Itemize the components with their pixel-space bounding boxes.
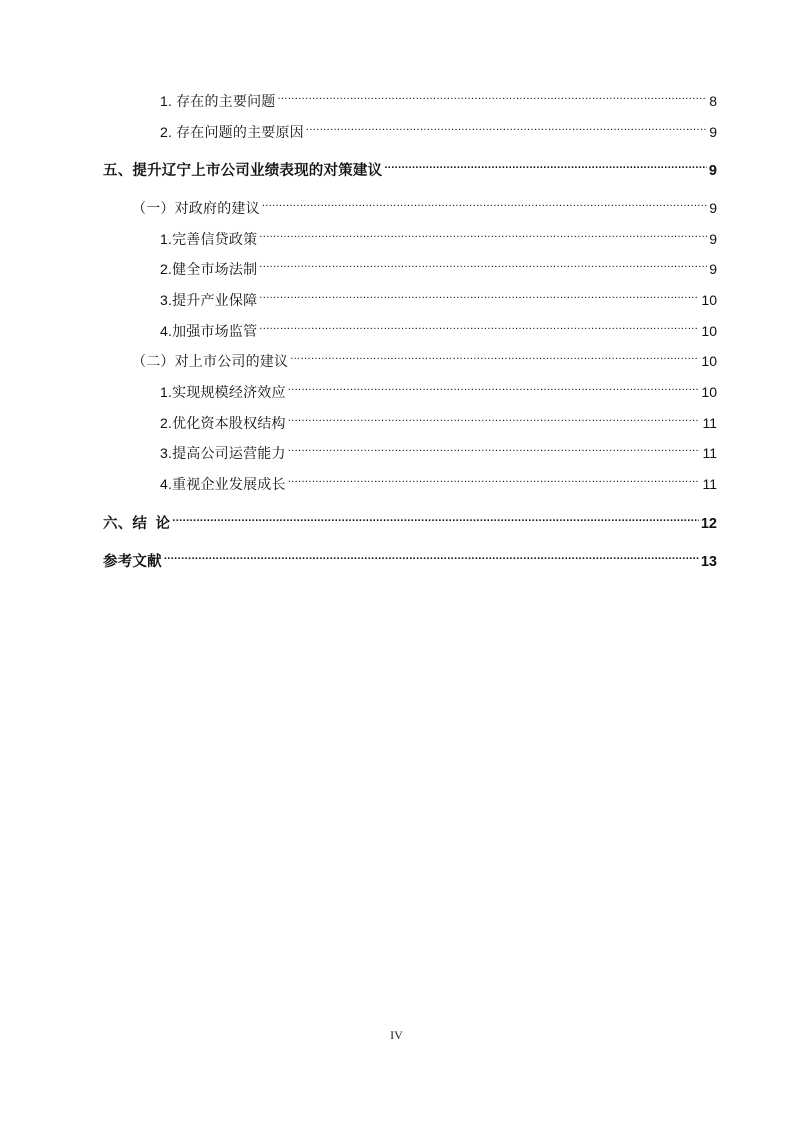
toc-entry-page: 10 [701,384,717,400]
toc-entry[interactable] [160,115,717,140]
toc-entry-page: 10 [701,292,717,308]
toc-entry-page: 9 [709,124,717,140]
toc-entry-title: 4.重视企业发展成长 [160,476,286,492]
toc-entry[interactable] [160,314,717,339]
toc-entry-page: 10 [701,323,717,339]
toc-entry-title: （二）对上市公司的建议 [132,353,289,369]
toc-entry-page: 10 [701,353,717,369]
toc-entry-title: 1.完善信贷政策 [160,231,258,247]
toc-dot-leader [262,191,707,213]
toc-entry-page: 9 [709,261,717,277]
toc-entry-page: 8 [709,93,717,109]
toc-entry-page: 11 [702,415,717,431]
toc-dot-leader [259,283,699,305]
toc-entry-section[interactable] [132,191,717,216]
toc-entry[interactable] [160,406,717,431]
toc-entry-title: 1. 存在的主要问题 [160,93,276,109]
toc-entry-page: 11 [702,445,717,461]
toc-entry-title: 参考文献 [103,554,162,570]
toc-entry[interactable] [160,375,717,400]
toc-dot-leader [288,436,701,458]
toc-entry[interactable] [160,467,717,492]
toc-entry-title: （一）对政府的建议 [132,200,260,216]
toc-dot-leader [164,544,699,566]
toc-entry[interactable] [160,222,717,247]
toc-entry-page: 13 [700,554,717,570]
toc-entry-chapter[interactable] [103,506,717,532]
toc-entry-title: 2.优化资本股权结构 [160,415,286,431]
toc-dot-leader [288,375,700,397]
toc-entry-title: 2. 存在问题的主要原因 [160,124,304,140]
toc-dot-leader [259,222,707,244]
page-number: IV [390,1028,403,1042]
toc-entry-title: 2.健全市场法制 [160,261,258,277]
toc-entry-page: 9 [709,200,717,216]
toc-entry-page: 12 [700,516,717,532]
toc-entry-title: 1.实现规模经济效应 [160,384,286,400]
toc-dot-leader [259,314,699,336]
toc-entry[interactable] [160,252,717,277]
toc-entry-chapter[interactable] [103,153,717,179]
toc-dot-leader [288,406,701,428]
toc-entry-title: 3.提升产业保障 [160,292,258,308]
toc-entry-title: 五、提升辽宁上市公司业绩表现的对策建议 [103,163,383,179]
toc-entry[interactable] [160,436,717,461]
toc-entry-chapter[interactable] [103,544,717,570]
toc-entry-page: 11 [702,476,717,492]
toc-entry-section[interactable] [132,344,717,369]
toc-dot-leader [306,115,707,137]
toc-entry[interactable] [160,283,717,308]
toc-entry-title: 4.加强市场监管 [160,323,258,339]
toc-dot-leader [384,153,707,175]
toc-entry-page: 9 [709,231,717,247]
toc-entry-page: 9 [708,163,717,179]
toc-dot-leader [277,84,707,106]
toc-dot-leader [288,467,701,489]
toc-entry-title: 六、结 论 [103,516,171,532]
toc-entry[interactable] [160,84,717,109]
toc-entry-title: 3.提高公司运营能力 [160,445,286,461]
toc-dot-leader [259,252,707,274]
toc-dot-leader [172,506,699,528]
toc-dot-leader [290,344,699,366]
